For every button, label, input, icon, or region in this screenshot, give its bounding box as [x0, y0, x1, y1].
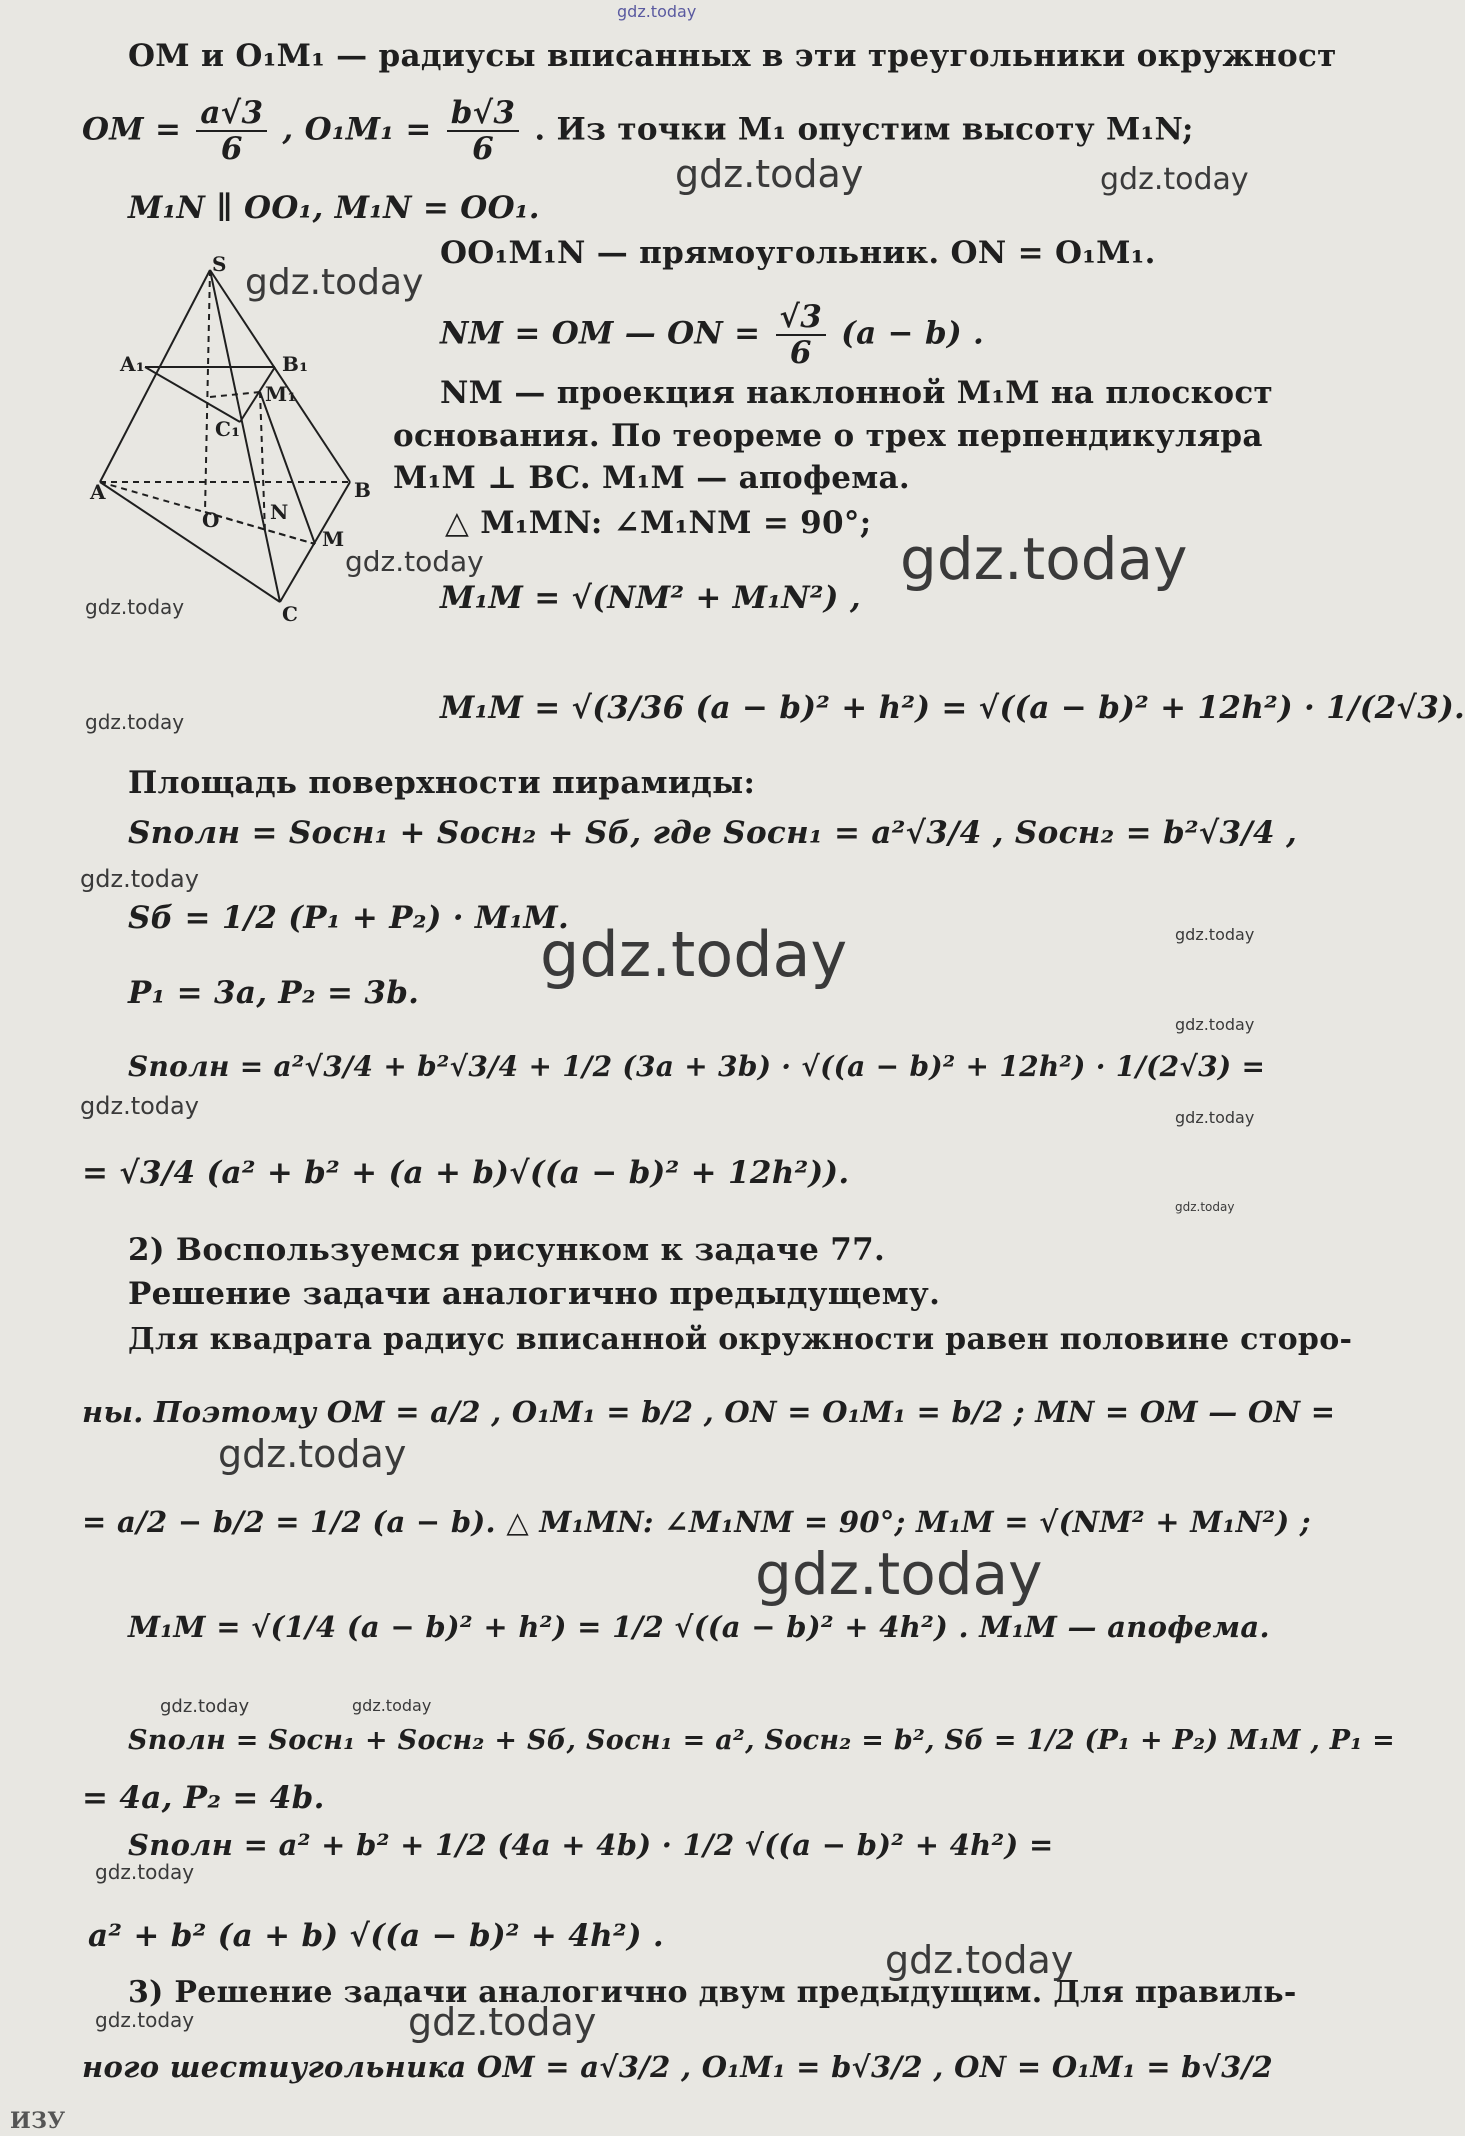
text-line-3: M₁N ∥ OO₁, M₁N = OO₁. — [128, 190, 540, 226]
text-line-18: 2) Воспользуемся рисунком к задаче 77. — [128, 1232, 886, 1268]
text-line-21: ны. Поэтому OM = a/2 , O₁M₁ = b/2 , ON = O₁M₁ = b/2 ; MN = OM — ON = — [82, 1395, 1336, 1429]
watermark: gdz.today — [1175, 1200, 1235, 1214]
label-m1: M₁ — [265, 382, 297, 406]
text-line-11: M₁M = √(3/36 (a − b)² + h²) = √((a − b)² + 12h²) · 1/(2√3). — [440, 690, 1465, 726]
text-line-29: ного шестиугольника OM = a√3/2 , O₁M₁ = b√3/2 , ON = O₁M₁ = b√3/2 — [82, 2050, 1273, 2084]
watermark: gdz.today — [1175, 925, 1255, 944]
fraction-denominator: 6 — [472, 131, 494, 168]
label-s: S — [212, 252, 227, 276]
text-line-9: △ M₁MN: ∠M₁NM = 90°; — [445, 505, 872, 541]
o1m1-label: , O₁M₁ = — [282, 111, 432, 148]
watermark: gdz.today — [245, 262, 424, 303]
watermark: gdz.today — [85, 595, 185, 619]
watermark: gdz.today — [160, 1696, 250, 1717]
text-line-28: 3) Решение задачи аналогично двум предыдущим. Для правиль- — [128, 1975, 1297, 2010]
watermark: gdz.today — [80, 865, 199, 893]
watermark: gdz.today — [1175, 1108, 1255, 1127]
watermark: gdz.today — [755, 1540, 1043, 1608]
text-line-20: Для квадрата радиус вписанной окружности равен половине сторо- — [128, 1322, 1353, 1357]
text-line-26: Sполн = a² + b² + 1/2 (4a + 4b) · 1/2 √((a − b)² + 4h²) = — [128, 1828, 1054, 1862]
footer-text: ИЗУ — [10, 2108, 66, 2134]
text-line-13: Sполн = Sосн₁ + Sосн₂ + Sб, где Sосн₁ = a²√3/4 , Sосн₂ = b²√3/4 , — [128, 815, 1298, 851]
text-line-2 — [82, 96, 1194, 166]
watermark: gdz.today — [95, 2008, 195, 2032]
text-line-22: = a/2 − b/2 = 1/2 (a − b). △ M₁MN: ∠M₁NM = 90°; M₁M = √(NM² + M₁N²) ; — [82, 1505, 1311, 1539]
text-line-16: Sполн = a²√3/4 + b²√3/4 + 1/2 (3a + 3b) · √((a − b)² + 12h²) · 1/(2√3) = — [128, 1050, 1266, 1083]
text-line-10: M₁M = √(NM² + M₁N²) , — [440, 580, 861, 616]
fraction-denominator: 6 — [220, 131, 243, 168]
edge-ac — [100, 482, 280, 602]
watermark: gdz.today — [675, 152, 864, 196]
text-line-12: Площадь поверхности пирамиды: — [128, 765, 756, 801]
text-line-17: = √3/4 (a² + b² + (a + b)√((a − b)² + 12h²)). — [82, 1155, 850, 1191]
watermark: gdz.today — [352, 1696, 432, 1715]
label-m: M — [322, 527, 345, 551]
edge-sa — [100, 270, 210, 482]
label-n: N — [270, 500, 289, 524]
fraction-numerator: a√3 — [196, 96, 267, 132]
watermark: gdz.today — [900, 525, 1188, 593]
label-b1: B₁ — [282, 352, 309, 376]
height-so — [205, 270, 210, 512]
watermark: gdz.today — [218, 1432, 407, 1476]
nm-label: NM = OM — ON = — [440, 315, 761, 352]
fraction-o1m1 — [447, 96, 520, 166]
watermark: gdz.today — [1100, 162, 1249, 197]
text-line-8: M₁M ⊥ BC. M₁M — апофема. — [393, 460, 910, 496]
text-line-23: M₁M = √(1/4 (a − b)² + h²) = 1/2 √((a − b)² + 4h²) . M₁M — апофема. — [128, 1610, 1270, 1644]
fraction-sqrt3-over-6 — [776, 300, 827, 370]
text-line-1: OM и O₁M₁ — радиусы вписанных в эти треугольники окружност — [128, 38, 1337, 74]
text-line-6: NM — проекция наклонной M₁M на плоскост — [440, 375, 1274, 411]
watermark: gdz.today — [540, 918, 848, 991]
fraction-om — [196, 96, 267, 166]
watermark: gdz.today — [80, 1092, 199, 1120]
fraction-denominator: 6 — [789, 335, 812, 372]
label-a: A — [90, 480, 106, 504]
label-c1: C₁ — [215, 417, 241, 441]
watermark: gdz.today — [85, 710, 185, 734]
text-line-25: = 4a, P₂ = 4b. — [82, 1780, 325, 1816]
label-a1: A₁ — [120, 352, 145, 376]
text-line-5 — [440, 300, 984, 370]
text-line-4: OO₁M₁N — прямоугольник. ON = O₁M₁. — [440, 235, 1156, 271]
om-label: OM = — [82, 111, 182, 148]
text-line-14: Sб = 1/2 (P₁ + P₂) · M₁M. — [128, 900, 570, 936]
text-line-24: Sполн = Sосн₁ + Sосн₂ + Sб, Sосн₁ = a², Sосн₂ = b², Sб = 1/2 (P₁ + P₂) M₁M , P₁ = — [128, 1725, 1396, 1756]
header-watermark: gdz.today — [617, 2, 697, 21]
fraction-numerator: √3 — [776, 300, 827, 336]
text-line-7: основания. По теореме о трех перпендикуляра — [393, 418, 1263, 454]
watermark: gdz.today — [885, 1938, 1074, 1982]
watermark: gdz.today — [95, 1860, 195, 1884]
label-c: C — [282, 602, 299, 626]
watermark: gdz.today — [1175, 1015, 1255, 1034]
watermark: gdz.today — [408, 2000, 597, 2044]
watermark: gdz.today — [345, 545, 484, 578]
text-line-27: a² + b² (a + b) √((a − b)² + 4h²) . — [88, 1918, 664, 1954]
fraction-numerator: b√3 — [447, 96, 520, 132]
label-b: B — [354, 478, 372, 502]
text-line-19: Решение задачи аналогично предыдущему. — [128, 1276, 941, 1312]
text-drop-height: . Из точки M₁ опустим высоту M₁N; — [534, 111, 1194, 148]
label-o: O — [202, 508, 220, 532]
text-line-15: P₁ = 3a, P₂ = 3b. — [128, 975, 420, 1011]
a-minus-b: (a − b) . — [841, 315, 985, 352]
